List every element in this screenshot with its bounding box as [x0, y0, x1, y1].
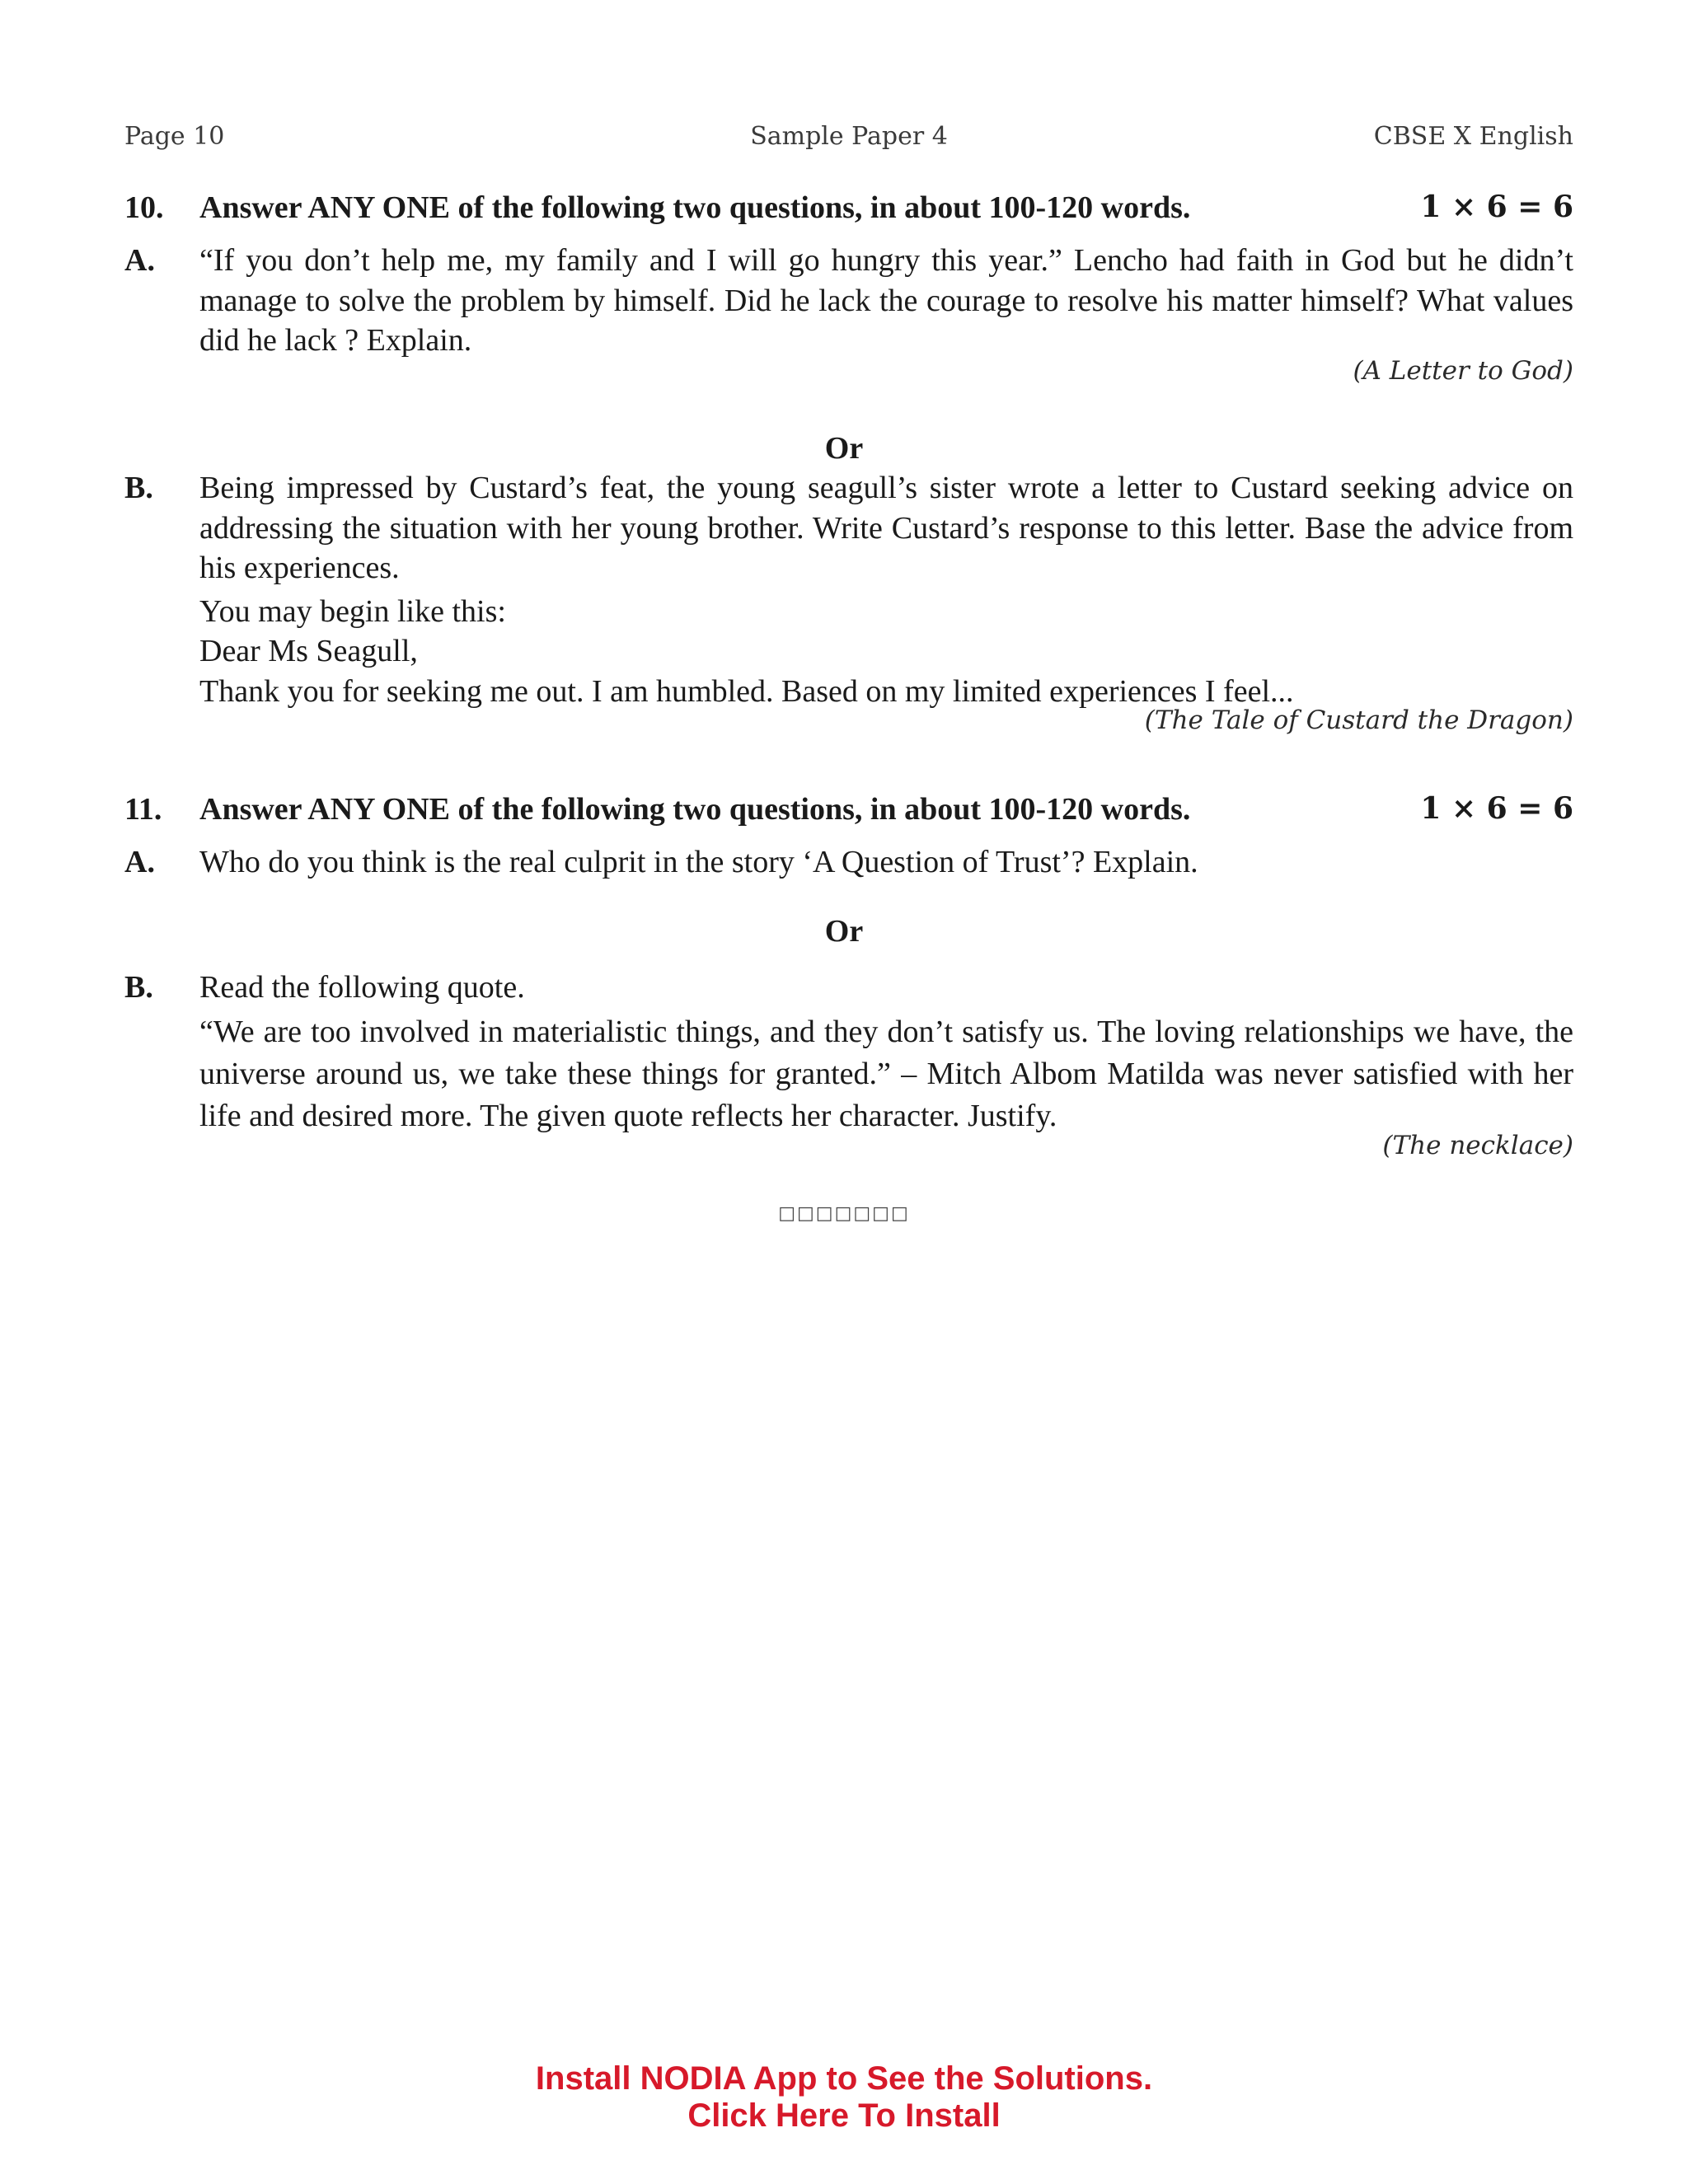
option-label: B. [124, 471, 153, 505]
question-10-option-b [124, 468, 1573, 711]
question-instruction: Answer ANY ONE of the following two questions, in about 100-120 words. [199, 792, 1191, 827]
subject-title: CBSE X English [1373, 122, 1573, 151]
option-label: B. [124, 970, 153, 1005]
question-number: 11. [124, 792, 162, 827]
question-11-b-source: (The necklace) [1382, 1131, 1573, 1160]
end-of-section-marks: □□□□□□□ [778, 1203, 910, 1224]
or-divider: Or [824, 431, 864, 466]
question-11-option-b [124, 968, 1573, 1137]
page-number: Page 10 [124, 122, 225, 151]
option-label: A. [124, 845, 155, 879]
question-10-a-source: (A Letter to God) [1353, 356, 1573, 386]
option-text: Who do you think is the real culprit in the story ‘A Question of Trust’? Explain. [199, 845, 1198, 879]
or-divider: Or [824, 914, 864, 949]
question-instruction: Answer ANY ONE of the following two questions, in about 100-120 words. [199, 190, 1191, 225]
install-app-link[interactable]: Install NODIA App to See the Solutions. [535, 2060, 1153, 2097]
question-11-option-a [124, 842, 1573, 883]
option-text: You may begin like this: [199, 593, 506, 629]
question-10-b-source: (The Tale of Custard the Dragon) [1144, 705, 1573, 735]
option-text: “We are too involved in materialistic things, and they don’t satisfy us. The loving relationships we have, the universe around us, we take these things for granted.” – Mitch Albom Matilda was never satisfied with her life and desired more. The given quote reflects her character. Justify. [199, 1014, 1573, 1133]
paper-title: Sample Paper 4 [750, 122, 948, 151]
question-marks: 1 × 6 = 6 [1420, 791, 1573, 826]
option-text: Dear Ms Seagull, [199, 634, 418, 668]
question-11-heading [124, 791, 1573, 832]
question-number: 10. [124, 190, 164, 225]
option-label: A. [124, 243, 155, 278]
question-10-heading [124, 190, 1573, 231]
question-marks: 1 × 6 = 6 [1420, 190, 1573, 224]
question-10-option-a [124, 241, 1573, 361]
click-to-install-link[interactable]: Click Here To Install [687, 2097, 1001, 2134]
option-text: Read the following quote. [199, 970, 525, 1005]
option-text: Being impressed by Custard’s feat, the young seagull’s sister wrote a letter to Custard seeking advice on addressing the situation with her young brother. Write Custard’s response to this letter. Base the advice from his experiences. [199, 471, 1573, 585]
option-text: “If you don’t help me, my family and I will go hungry this year.” Lencho had faith in God but he didn’t manage to solve the problem by himself. Did he lack the courage to resolve his matter himself? What values did he lack ? Explain. [199, 243, 1573, 358]
option-text: Thank you for seeking me out. I am humbled. Based on my limited experiences I feel... [199, 673, 1294, 709]
page-header [124, 122, 1573, 158]
